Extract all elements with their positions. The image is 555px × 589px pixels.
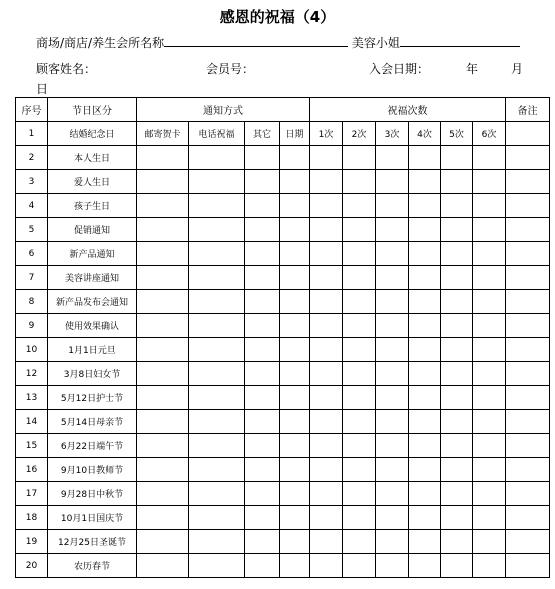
count-cell[interactable] bbox=[310, 146, 343, 170]
count-cell[interactable] bbox=[376, 194, 409, 218]
method-cell[interactable] bbox=[137, 482, 189, 506]
count-cell[interactable] bbox=[409, 338, 441, 362]
row-category: 孩子生日 bbox=[48, 194, 137, 218]
method-cell[interactable] bbox=[245, 290, 280, 314]
table-row bbox=[16, 146, 550, 170]
remark-cell[interactable] bbox=[506, 122, 550, 146]
row-category: 促销通知 bbox=[48, 218, 137, 242]
method-cell[interactable] bbox=[137, 314, 189, 338]
count-cell[interactable] bbox=[409, 530, 441, 554]
count-cell[interactable] bbox=[343, 386, 376, 410]
count-cell[interactable] bbox=[441, 410, 473, 434]
count-cell[interactable] bbox=[441, 290, 473, 314]
count-cell[interactable] bbox=[473, 290, 506, 314]
method-cell[interactable] bbox=[189, 506, 245, 530]
method-cell[interactable] bbox=[280, 506, 310, 530]
count-cell[interactable] bbox=[343, 482, 376, 506]
count-cell[interactable] bbox=[441, 218, 473, 242]
method-cell[interactable] bbox=[280, 290, 310, 314]
table-row bbox=[16, 338, 550, 362]
count-cell[interactable] bbox=[473, 218, 506, 242]
table-row bbox=[16, 410, 550, 434]
row-no: 13 bbox=[16, 386, 48, 410]
count-cell[interactable] bbox=[441, 386, 473, 410]
row-category: 爱人生日 bbox=[48, 170, 137, 194]
count-cell[interactable] bbox=[376, 362, 409, 386]
store-line bbox=[36, 34, 520, 51]
row-no: 8 bbox=[16, 290, 48, 314]
method-cell[interactable] bbox=[137, 362, 189, 386]
row-category: 新产品发布会通知 bbox=[48, 290, 137, 314]
method-cell[interactable] bbox=[137, 434, 189, 458]
count-cell[interactable] bbox=[376, 146, 409, 170]
header-remark: 备注 bbox=[506, 98, 550, 122]
count-cell[interactable] bbox=[310, 266, 343, 290]
remark-cell[interactable] bbox=[506, 338, 550, 362]
count-cell[interactable] bbox=[409, 242, 441, 266]
count-cell[interactable] bbox=[310, 554, 343, 578]
count-cell[interactable] bbox=[473, 482, 506, 506]
method-cell[interactable] bbox=[189, 554, 245, 578]
method-cell[interactable] bbox=[245, 434, 280, 458]
count-cell[interactable] bbox=[409, 194, 441, 218]
method-cell[interactable] bbox=[137, 194, 189, 218]
remark-cell[interactable] bbox=[506, 242, 550, 266]
method-cell[interactable] bbox=[245, 218, 280, 242]
row-no: 16 bbox=[16, 458, 48, 482]
row-no: 7 bbox=[16, 266, 48, 290]
row-no: 12 bbox=[16, 362, 48, 386]
method-cell[interactable] bbox=[189, 458, 245, 482]
method-cell[interactable] bbox=[137, 266, 189, 290]
count-cell[interactable] bbox=[409, 554, 441, 578]
method-cell[interactable] bbox=[137, 530, 189, 554]
count-cell[interactable] bbox=[310, 386, 343, 410]
count-cell[interactable] bbox=[441, 434, 473, 458]
table-row bbox=[16, 482, 550, 506]
remark-cell[interactable] bbox=[506, 530, 550, 554]
day-label: 日 bbox=[36, 82, 49, 96]
method-cell[interactable] bbox=[189, 266, 245, 290]
count-label: 6次 bbox=[473, 122, 506, 146]
count-cell[interactable] bbox=[343, 266, 376, 290]
count-cell[interactable] bbox=[473, 314, 506, 338]
join-date-label: 入会日期： bbox=[369, 62, 430, 76]
method-cell[interactable] bbox=[137, 338, 189, 362]
method-cell[interactable] bbox=[189, 242, 245, 266]
count-cell[interactable] bbox=[473, 506, 506, 530]
count-label: 4次 bbox=[409, 122, 441, 146]
count-cell[interactable] bbox=[343, 434, 376, 458]
method-cell[interactable] bbox=[245, 266, 280, 290]
remark-cell[interactable] bbox=[506, 290, 550, 314]
count-cell[interactable] bbox=[409, 146, 441, 170]
header-row bbox=[16, 98, 550, 122]
count-cell[interactable] bbox=[376, 218, 409, 242]
month-label: 月 bbox=[511, 62, 524, 76]
count-cell[interactable] bbox=[441, 554, 473, 578]
table-row bbox=[16, 386, 550, 410]
count-cell[interactable] bbox=[473, 146, 506, 170]
method-cell[interactable] bbox=[245, 170, 280, 194]
count-cell[interactable] bbox=[343, 314, 376, 338]
method-cell[interactable] bbox=[189, 314, 245, 338]
table-row bbox=[16, 506, 550, 530]
count-cell[interactable] bbox=[376, 434, 409, 458]
count-cell[interactable] bbox=[441, 242, 473, 266]
member-label: 会员号： bbox=[206, 62, 255, 76]
remark-cell[interactable] bbox=[506, 314, 550, 338]
method-cell[interactable] bbox=[137, 146, 189, 170]
method-cell[interactable] bbox=[280, 338, 310, 362]
table-row bbox=[16, 290, 550, 314]
count-cell[interactable] bbox=[409, 170, 441, 194]
method-cell[interactable] bbox=[280, 242, 310, 266]
method-cell[interactable] bbox=[280, 434, 310, 458]
method-cell[interactable] bbox=[137, 554, 189, 578]
count-cell[interactable] bbox=[376, 482, 409, 506]
count-cell[interactable] bbox=[409, 410, 441, 434]
count-cell[interactable] bbox=[343, 410, 376, 434]
method-cell[interactable] bbox=[245, 458, 280, 482]
remark-cell[interactable] bbox=[506, 170, 550, 194]
row-category: 6月22日端午节 bbox=[48, 434, 137, 458]
count-cell[interactable] bbox=[310, 242, 343, 266]
method-cell[interactable] bbox=[245, 506, 280, 530]
count-cell[interactable] bbox=[310, 290, 343, 314]
method-label: 其它 bbox=[245, 122, 280, 146]
count-cell[interactable] bbox=[376, 410, 409, 434]
count-cell[interactable] bbox=[441, 314, 473, 338]
method-label: 电话祝福 bbox=[189, 122, 245, 146]
method-cell[interactable] bbox=[245, 410, 280, 434]
row-no: 18 bbox=[16, 506, 48, 530]
count-cell[interactable] bbox=[376, 506, 409, 530]
table-row bbox=[16, 434, 550, 458]
count-cell[interactable] bbox=[473, 338, 506, 362]
method-cell[interactable] bbox=[189, 386, 245, 410]
row-no: 17 bbox=[16, 482, 48, 506]
count-cell[interactable] bbox=[376, 170, 409, 194]
remark-cell[interactable] bbox=[506, 146, 550, 170]
method-cell[interactable] bbox=[189, 482, 245, 506]
row-category: 美容讲座通知 bbox=[48, 266, 137, 290]
method-label: 日期 bbox=[280, 122, 310, 146]
method-cell[interactable] bbox=[245, 530, 280, 554]
count-cell[interactable] bbox=[473, 386, 506, 410]
method-cell[interactable] bbox=[137, 290, 189, 314]
method-cell[interactable] bbox=[280, 386, 310, 410]
method-cell[interactable] bbox=[280, 170, 310, 194]
count-cell[interactable] bbox=[343, 530, 376, 554]
count-cell[interactable] bbox=[310, 482, 343, 506]
method-cell[interactable] bbox=[245, 194, 280, 218]
method-cell[interactable] bbox=[280, 482, 310, 506]
count-cell[interactable] bbox=[310, 338, 343, 362]
count-cell[interactable] bbox=[441, 506, 473, 530]
count-cell[interactable] bbox=[376, 242, 409, 266]
count-cell[interactable] bbox=[376, 530, 409, 554]
remark-cell[interactable] bbox=[506, 218, 550, 242]
row-category: 9月28日中秋节 bbox=[48, 482, 137, 506]
count-cell[interactable] bbox=[473, 362, 506, 386]
count-cell[interactable] bbox=[441, 338, 473, 362]
method-cell[interactable] bbox=[245, 242, 280, 266]
count-cell[interactable] bbox=[473, 410, 506, 434]
row-no: 5 bbox=[16, 218, 48, 242]
count-cell[interactable] bbox=[441, 482, 473, 506]
count-cell[interactable] bbox=[441, 266, 473, 290]
header-count: 祝福次数 bbox=[310, 98, 506, 122]
method-cell[interactable] bbox=[280, 458, 310, 482]
count-cell[interactable] bbox=[376, 338, 409, 362]
count-cell[interactable] bbox=[441, 194, 473, 218]
remark-cell[interactable] bbox=[506, 434, 550, 458]
method-cell[interactable] bbox=[245, 338, 280, 362]
row-no: 3 bbox=[16, 170, 48, 194]
row-no: 9 bbox=[16, 314, 48, 338]
remark-cell[interactable] bbox=[506, 194, 550, 218]
remark-cell[interactable] bbox=[506, 410, 550, 434]
table-row bbox=[16, 458, 550, 482]
count-cell[interactable] bbox=[310, 170, 343, 194]
method-cell[interactable] bbox=[137, 410, 189, 434]
count-cell[interactable] bbox=[409, 314, 441, 338]
count-cell[interactable] bbox=[441, 458, 473, 482]
method-cell[interactable] bbox=[189, 362, 245, 386]
count-cell[interactable] bbox=[409, 506, 441, 530]
row-category: 3月8日妇女节 bbox=[48, 362, 137, 386]
store-label: 商场/商店/养生会所名称 bbox=[36, 36, 165, 50]
count-label: 5次 bbox=[441, 122, 473, 146]
count-cell[interactable] bbox=[473, 434, 506, 458]
row-no: 4 bbox=[16, 194, 48, 218]
count-cell[interactable] bbox=[343, 338, 376, 362]
count-cell[interactable] bbox=[310, 410, 343, 434]
count-cell[interactable] bbox=[409, 218, 441, 242]
method-cell[interactable] bbox=[280, 554, 310, 578]
count-cell[interactable] bbox=[409, 266, 441, 290]
table-row bbox=[16, 266, 550, 290]
table-row bbox=[16, 242, 550, 266]
row-no: 19 bbox=[16, 530, 48, 554]
method-cell[interactable] bbox=[280, 530, 310, 554]
header-category: 节日区分 bbox=[48, 98, 137, 122]
method-cell[interactable] bbox=[280, 146, 310, 170]
count-cell[interactable] bbox=[310, 362, 343, 386]
count-label: 2次 bbox=[343, 122, 376, 146]
row-no: 6 bbox=[16, 242, 48, 266]
year-label: 年 bbox=[466, 62, 479, 76]
store-name-field[interactable] bbox=[164, 34, 348, 47]
page-title: 感恩的祝福（4） bbox=[219, 8, 336, 26]
count-cell[interactable] bbox=[376, 266, 409, 290]
count-cell[interactable] bbox=[343, 458, 376, 482]
count-label: 3次 bbox=[376, 122, 409, 146]
remark-cell[interactable] bbox=[506, 266, 550, 290]
method-cell[interactable] bbox=[189, 410, 245, 434]
count-cell[interactable] bbox=[473, 554, 506, 578]
method-cell[interactable] bbox=[245, 386, 280, 410]
count-cell[interactable] bbox=[376, 386, 409, 410]
row-category: 本人生日 bbox=[48, 146, 137, 170]
row-category: 农历春节 bbox=[48, 554, 137, 578]
row-category: 新产品通知 bbox=[48, 242, 137, 266]
row-no: 10 bbox=[16, 338, 48, 362]
table-row bbox=[16, 554, 550, 578]
greeting-table bbox=[15, 97, 550, 578]
method-cell[interactable] bbox=[280, 194, 310, 218]
method-cell[interactable] bbox=[137, 170, 189, 194]
count-cell[interactable] bbox=[376, 458, 409, 482]
method-cell[interactable] bbox=[245, 146, 280, 170]
method-cell[interactable] bbox=[189, 338, 245, 362]
count-cell[interactable] bbox=[343, 242, 376, 266]
method-cell[interactable] bbox=[189, 170, 245, 194]
header-no: 序号 bbox=[16, 98, 48, 122]
table-row bbox=[16, 362, 550, 386]
count-cell[interactable] bbox=[473, 194, 506, 218]
count-cell[interactable] bbox=[310, 506, 343, 530]
method-cell[interactable] bbox=[189, 146, 245, 170]
table-row bbox=[16, 170, 550, 194]
method-cell[interactable] bbox=[189, 434, 245, 458]
method-cell[interactable] bbox=[189, 194, 245, 218]
method-cell[interactable] bbox=[189, 530, 245, 554]
count-cell[interactable] bbox=[310, 194, 343, 218]
count-cell[interactable] bbox=[376, 290, 409, 314]
row-no: 14 bbox=[16, 410, 48, 434]
count-cell[interactable] bbox=[409, 434, 441, 458]
table-row bbox=[16, 194, 550, 218]
count-cell[interactable] bbox=[343, 170, 376, 194]
count-cell[interactable] bbox=[343, 554, 376, 578]
count-label: 1次 bbox=[310, 122, 343, 146]
table-row bbox=[16, 218, 550, 242]
count-cell[interactable] bbox=[310, 314, 343, 338]
row-no: 15 bbox=[16, 434, 48, 458]
count-cell[interactable] bbox=[441, 362, 473, 386]
method-cell[interactable] bbox=[137, 458, 189, 482]
method-label: 邮寄贺卡 bbox=[137, 122, 189, 146]
count-cell[interactable] bbox=[409, 482, 441, 506]
count-cell[interactable] bbox=[343, 146, 376, 170]
row-category: 5月12日护士节 bbox=[48, 386, 137, 410]
count-cell[interactable] bbox=[343, 506, 376, 530]
row-category: 5月14日母亲节 bbox=[48, 410, 137, 434]
method-cell[interactable] bbox=[189, 218, 245, 242]
count-cell[interactable] bbox=[409, 362, 441, 386]
remark-cell[interactable] bbox=[506, 482, 550, 506]
count-cell[interactable] bbox=[473, 170, 506, 194]
row-no: 20 bbox=[16, 554, 48, 578]
row-category: 12月25日圣诞节 bbox=[48, 530, 137, 554]
beauty-name-field[interactable] bbox=[400, 34, 520, 47]
count-cell[interactable] bbox=[343, 218, 376, 242]
remark-cell[interactable] bbox=[506, 506, 550, 530]
count-cell[interactable] bbox=[376, 314, 409, 338]
method-cell[interactable] bbox=[189, 290, 245, 314]
row-category: 使用效果确认 bbox=[48, 314, 137, 338]
count-cell[interactable] bbox=[376, 554, 409, 578]
row-no: 2 bbox=[16, 146, 48, 170]
count-cell[interactable] bbox=[409, 290, 441, 314]
count-cell[interactable] bbox=[441, 530, 473, 554]
row-category: 9月10日教师节 bbox=[48, 458, 137, 482]
method-cell[interactable] bbox=[137, 242, 189, 266]
count-cell[interactable] bbox=[310, 218, 343, 242]
method-cell[interactable] bbox=[245, 314, 280, 338]
beauty-label: 美容小姐 bbox=[351, 36, 400, 50]
method-cell[interactable] bbox=[280, 410, 310, 434]
count-cell[interactable] bbox=[441, 146, 473, 170]
count-cell[interactable] bbox=[473, 458, 506, 482]
count-cell[interactable] bbox=[343, 290, 376, 314]
count-cell[interactable] bbox=[409, 458, 441, 482]
remark-cell[interactable] bbox=[506, 458, 550, 482]
count-cell[interactable] bbox=[310, 458, 343, 482]
count-cell[interactable] bbox=[473, 266, 506, 290]
count-cell[interactable] bbox=[473, 242, 506, 266]
count-cell[interactable] bbox=[473, 530, 506, 554]
remark-cell[interactable] bbox=[506, 362, 550, 386]
header-method: 通知方式 bbox=[137, 98, 310, 122]
remark-cell[interactable] bbox=[506, 386, 550, 410]
method-cell[interactable] bbox=[245, 482, 280, 506]
remark-cell[interactable] bbox=[506, 554, 550, 578]
row-category: 结婚纪念日 bbox=[48, 122, 137, 146]
row-category: 1月1日元旦 bbox=[48, 338, 137, 362]
method-cell[interactable] bbox=[137, 218, 189, 242]
customer-label: 顾客姓名： bbox=[36, 62, 97, 76]
row-no: 1 bbox=[16, 122, 48, 146]
count-cell[interactable] bbox=[409, 386, 441, 410]
method-cell[interactable] bbox=[137, 386, 189, 410]
method-cell[interactable] bbox=[280, 266, 310, 290]
table-row bbox=[16, 122, 550, 146]
method-cell[interactable] bbox=[280, 314, 310, 338]
method-cell[interactable] bbox=[280, 218, 310, 242]
method-cell[interactable] bbox=[280, 362, 310, 386]
count-cell[interactable] bbox=[441, 170, 473, 194]
method-cell[interactable] bbox=[137, 506, 189, 530]
count-cell[interactable] bbox=[343, 362, 376, 386]
method-cell[interactable] bbox=[245, 554, 280, 578]
table-row bbox=[16, 530, 550, 554]
count-cell[interactable] bbox=[310, 434, 343, 458]
table-row bbox=[16, 314, 550, 338]
method-cell[interactable] bbox=[245, 362, 280, 386]
count-cell[interactable] bbox=[310, 530, 343, 554]
row-category: 10月1日国庆节 bbox=[48, 506, 137, 530]
count-cell[interactable] bbox=[343, 194, 376, 218]
